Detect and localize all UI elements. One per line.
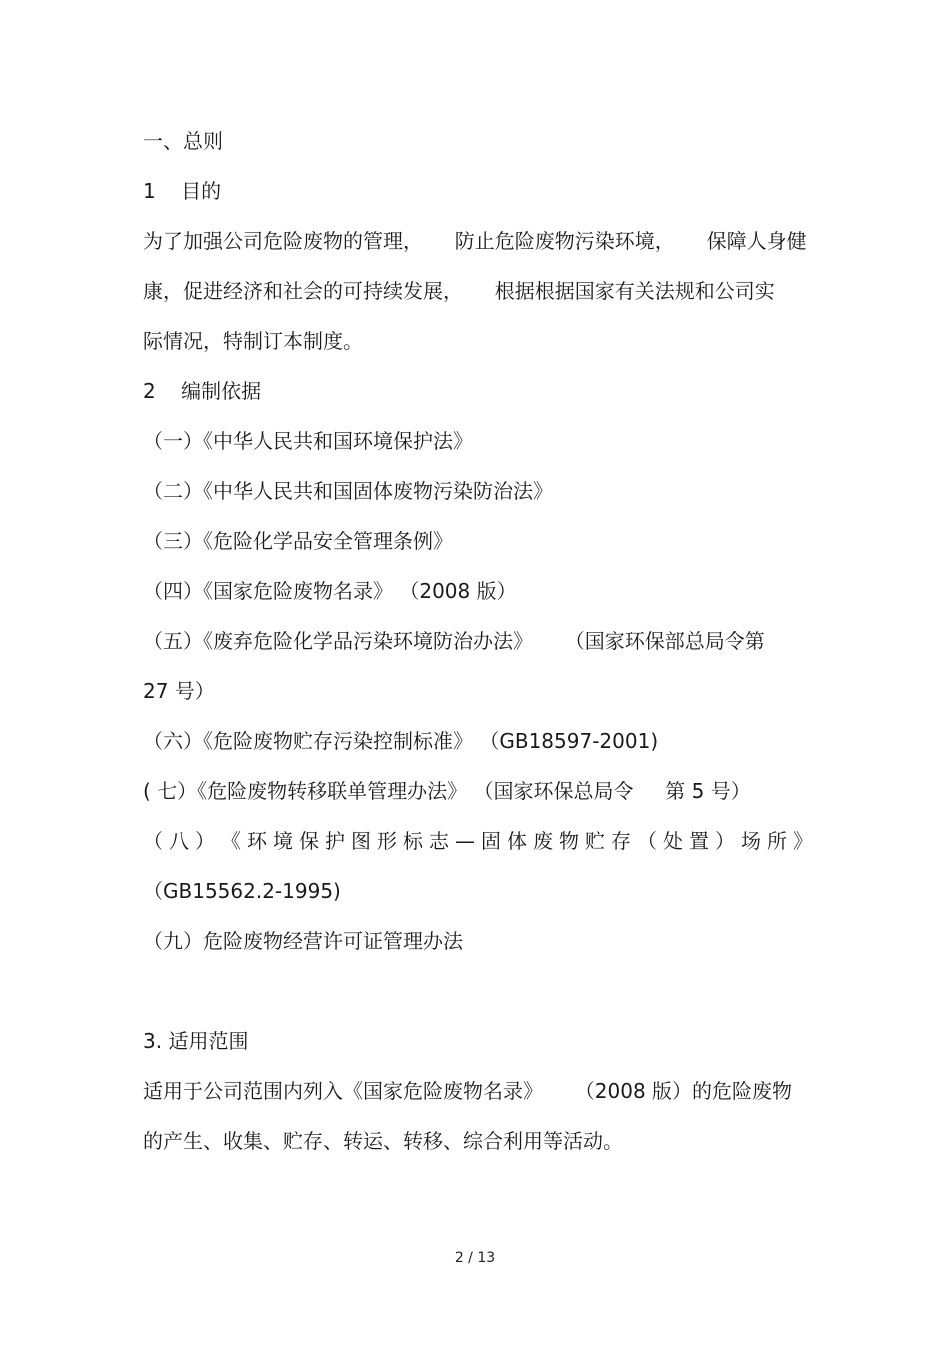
basis-item-8-char: （: [143, 829, 163, 853]
basis-item-8-char: 置: [689, 829, 709, 853]
basis-item-8-char: ）: [715, 829, 735, 853]
basis-item-8-char: 标: [403, 829, 423, 853]
basis-item-8-char: （: [637, 829, 657, 853]
basis-item-3: （三）《危险化学品安全管理条例》: [143, 529, 453, 553]
basis-item-8-char: 环: [247, 829, 267, 853]
basis-item-4: （四）《国家危险废物名录》 （2008 版）: [143, 579, 517, 603]
section-1-title: 1 目的: [143, 179, 222, 203]
basis-item-8-char: 《: [221, 829, 241, 853]
section-1-paragraph-line: 为了加强公司危险废物的管理， 防止危险废物污染环境， 保障人身健: [143, 229, 807, 253]
basis-item-8-char: 志: [429, 829, 449, 853]
basis-item-8-char: 保: [299, 829, 319, 853]
basis-item-8-char: ）: [195, 829, 215, 853]
basis-item-8-char: 固: [481, 829, 501, 853]
basis-item-1: （一）《中华人民共和国环境保护法》: [143, 429, 473, 453]
basis-item-8-char: 场: [741, 829, 761, 853]
chapter-heading: 一、总则: [143, 129, 223, 153]
basis-item-8-char: 贮: [585, 829, 605, 853]
basis-item-8-char: 体: [507, 829, 527, 853]
section-3-paragraph-line: 的产生、收集、贮存、转运、转移、综合利用等活动。: [143, 1129, 623, 1153]
basis-item-2: （二）《中华人民共和国固体废物污染防治法》: [143, 479, 553, 503]
section-3-title: 3. 适用范围: [143, 1029, 249, 1053]
basis-item-8-char: 处: [663, 829, 683, 853]
basis-item-8-continuation: （GB15562.2-1995): [143, 879, 341, 903]
basis-item-8-char: 境: [273, 829, 293, 853]
section-1-paragraph-line: 康，促进经济和社会的可持续发展， 根据根据国家有关法规和公司实: [143, 279, 775, 303]
basis-item-8-char: 图: [351, 829, 371, 853]
basis-item-5-continuation: 27 号）: [143, 679, 215, 703]
basis-item-9: （九）危险废物经营许可证管理办法: [143, 929, 463, 953]
basis-item-7: ( 七）《危险废物转移联单管理办法》 （国家环保总局令 第 5 号）: [143, 779, 751, 803]
basis-item-8-char: 物: [559, 829, 579, 853]
basis-item-8: [143, 816, 813, 866]
document-body: [143, 116, 813, 1166]
basis-item-8-char: —: [455, 829, 475, 853]
basis-item-8-char: 存: [611, 829, 631, 853]
section-1-paragraph-line: 际情况，特制订本制度。: [143, 329, 363, 353]
page-number: 2 / 13: [454, 1250, 496, 1266]
basis-item-8-char: 所: [767, 829, 787, 853]
basis-item-5: （五）《废弃危险化学品污染环境防治办法》 （国家环保部总局令第: [143, 629, 765, 653]
section-3-paragraph-line: 适用于公司范围内列入《国家危险废物名录》 （2008 版）的危险废物: [143, 1079, 793, 1103]
basis-item-8-char: 八: [169, 829, 189, 853]
basis-item-8-char: 形: [377, 829, 397, 853]
basis-item-8-char: 废: [533, 829, 553, 853]
basis-item-6: （六）《危险废物贮存污染控制标准》 （GB18597-2001): [143, 729, 659, 753]
section-2-title: 2 编制依据: [143, 379, 262, 403]
basis-item-8-char: 》: [793, 829, 813, 853]
basis-item-8-char: 护: [325, 829, 345, 853]
